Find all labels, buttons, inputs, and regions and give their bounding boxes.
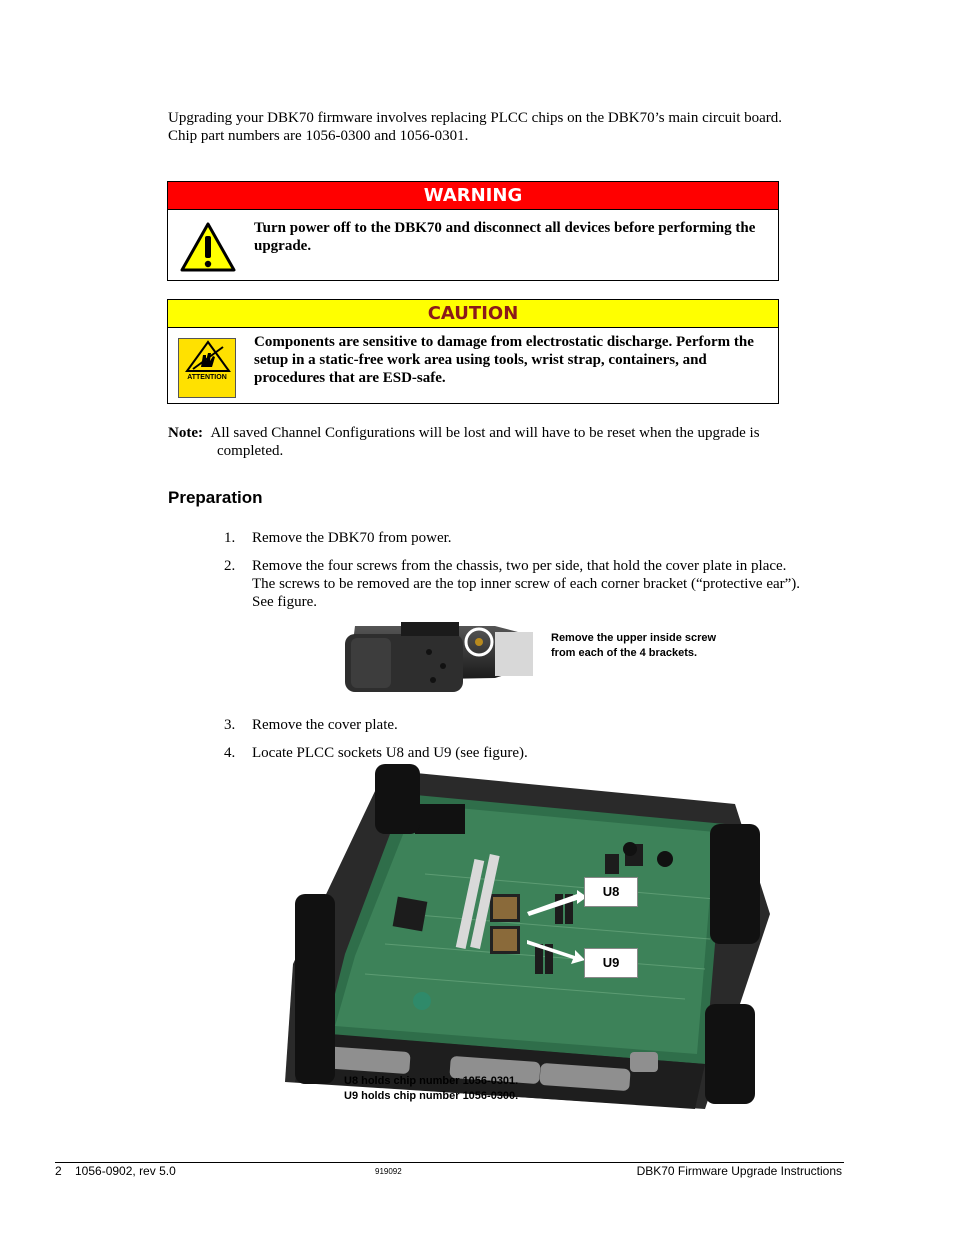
step-text: Remove the DBK70 from power. (252, 530, 452, 546)
warning-triangle-icon (180, 222, 236, 272)
esd-icon-label: ATTENTION (187, 374, 227, 381)
caution-text: Components are sensitive to damage from electrostatic discharge. Perform the setup in a static-free work area using tools, wrist strap, containers, and procedures that are ESD-safe. (254, 334, 754, 386)
step-2-line-2: The screws to be removed are the top inner screw of each corner bracket (“protective ear”). (252, 576, 801, 592)
caution-title: CAUTION (168, 300, 778, 328)
step-number: 3. (224, 717, 236, 733)
warning-text: Turn power off to the DBK70 and disconnect all devices before performing the upgrade. (254, 220, 756, 254)
step-text: Locate PLCC sockets U8 and U9 (see figure). (252, 745, 528, 761)
step-number: 2. (224, 558, 236, 574)
figure-2-caption-line-1: U8 holds chip number 1056-0301. (344, 1075, 519, 1087)
esd-attention-icon (178, 338, 236, 398)
section-heading-preparation: Preparation (168, 488, 263, 507)
figure-2-caption (344, 1074, 518, 1104)
step-2-line-1: Remove the four screws from the chassis, two per side, that hold the cover plate in place. (252, 558, 787, 574)
intro-line-2: Chip part numbers are 1056-0300 and 1056-0301. (168, 128, 469, 144)
warning-box (167, 181, 779, 281)
intro-line-1: Upgrading your DBK70 firmware involves replacing PLCC chips on the DBK70’s main circuit board. (168, 110, 783, 126)
note (168, 424, 808, 460)
note-label: Note: (168, 425, 203, 441)
footer-rule (55, 1162, 844, 1163)
warning-title: WARNING (168, 182, 778, 210)
step-2-line-3: See figure. (252, 594, 317, 610)
figure-1-caption-line-1: Remove the upper inside screw (551, 632, 717, 644)
esd-hand-icon (179, 339, 237, 373)
step-text: Remove the cover plate. (252, 717, 398, 733)
footer-page-info: 2 1056-0902, rev 5.0 (55, 1164, 176, 1178)
step-number: 1. (224, 530, 236, 546)
dbk70-board-photo (265, 764, 775, 1124)
bracket-photo (345, 618, 533, 694)
figure-2-caption-line-2: U9 holds chip number 1056-0300. (344, 1090, 519, 1102)
footer-doc-code: 919092 (375, 1167, 402, 1176)
figure-1-caption (551, 631, 771, 661)
step-number: 4. (224, 745, 236, 761)
note-line-1: All saved Channel Configurations will be lost and will have to be reset when the upgrade is (210, 425, 760, 441)
figure-1-caption-line-2: from each of the 4 brackets. (551, 647, 698, 659)
note-line-2: completed. (217, 443, 284, 459)
caution-box (167, 299, 779, 404)
intro-paragraph (168, 109, 828, 145)
footer-doc-title: DBK70 Firmware Upgrade Instructions (636, 1164, 842, 1178)
u9-label: U9 (584, 948, 638, 978)
u8-label: U8 (584, 877, 638, 907)
